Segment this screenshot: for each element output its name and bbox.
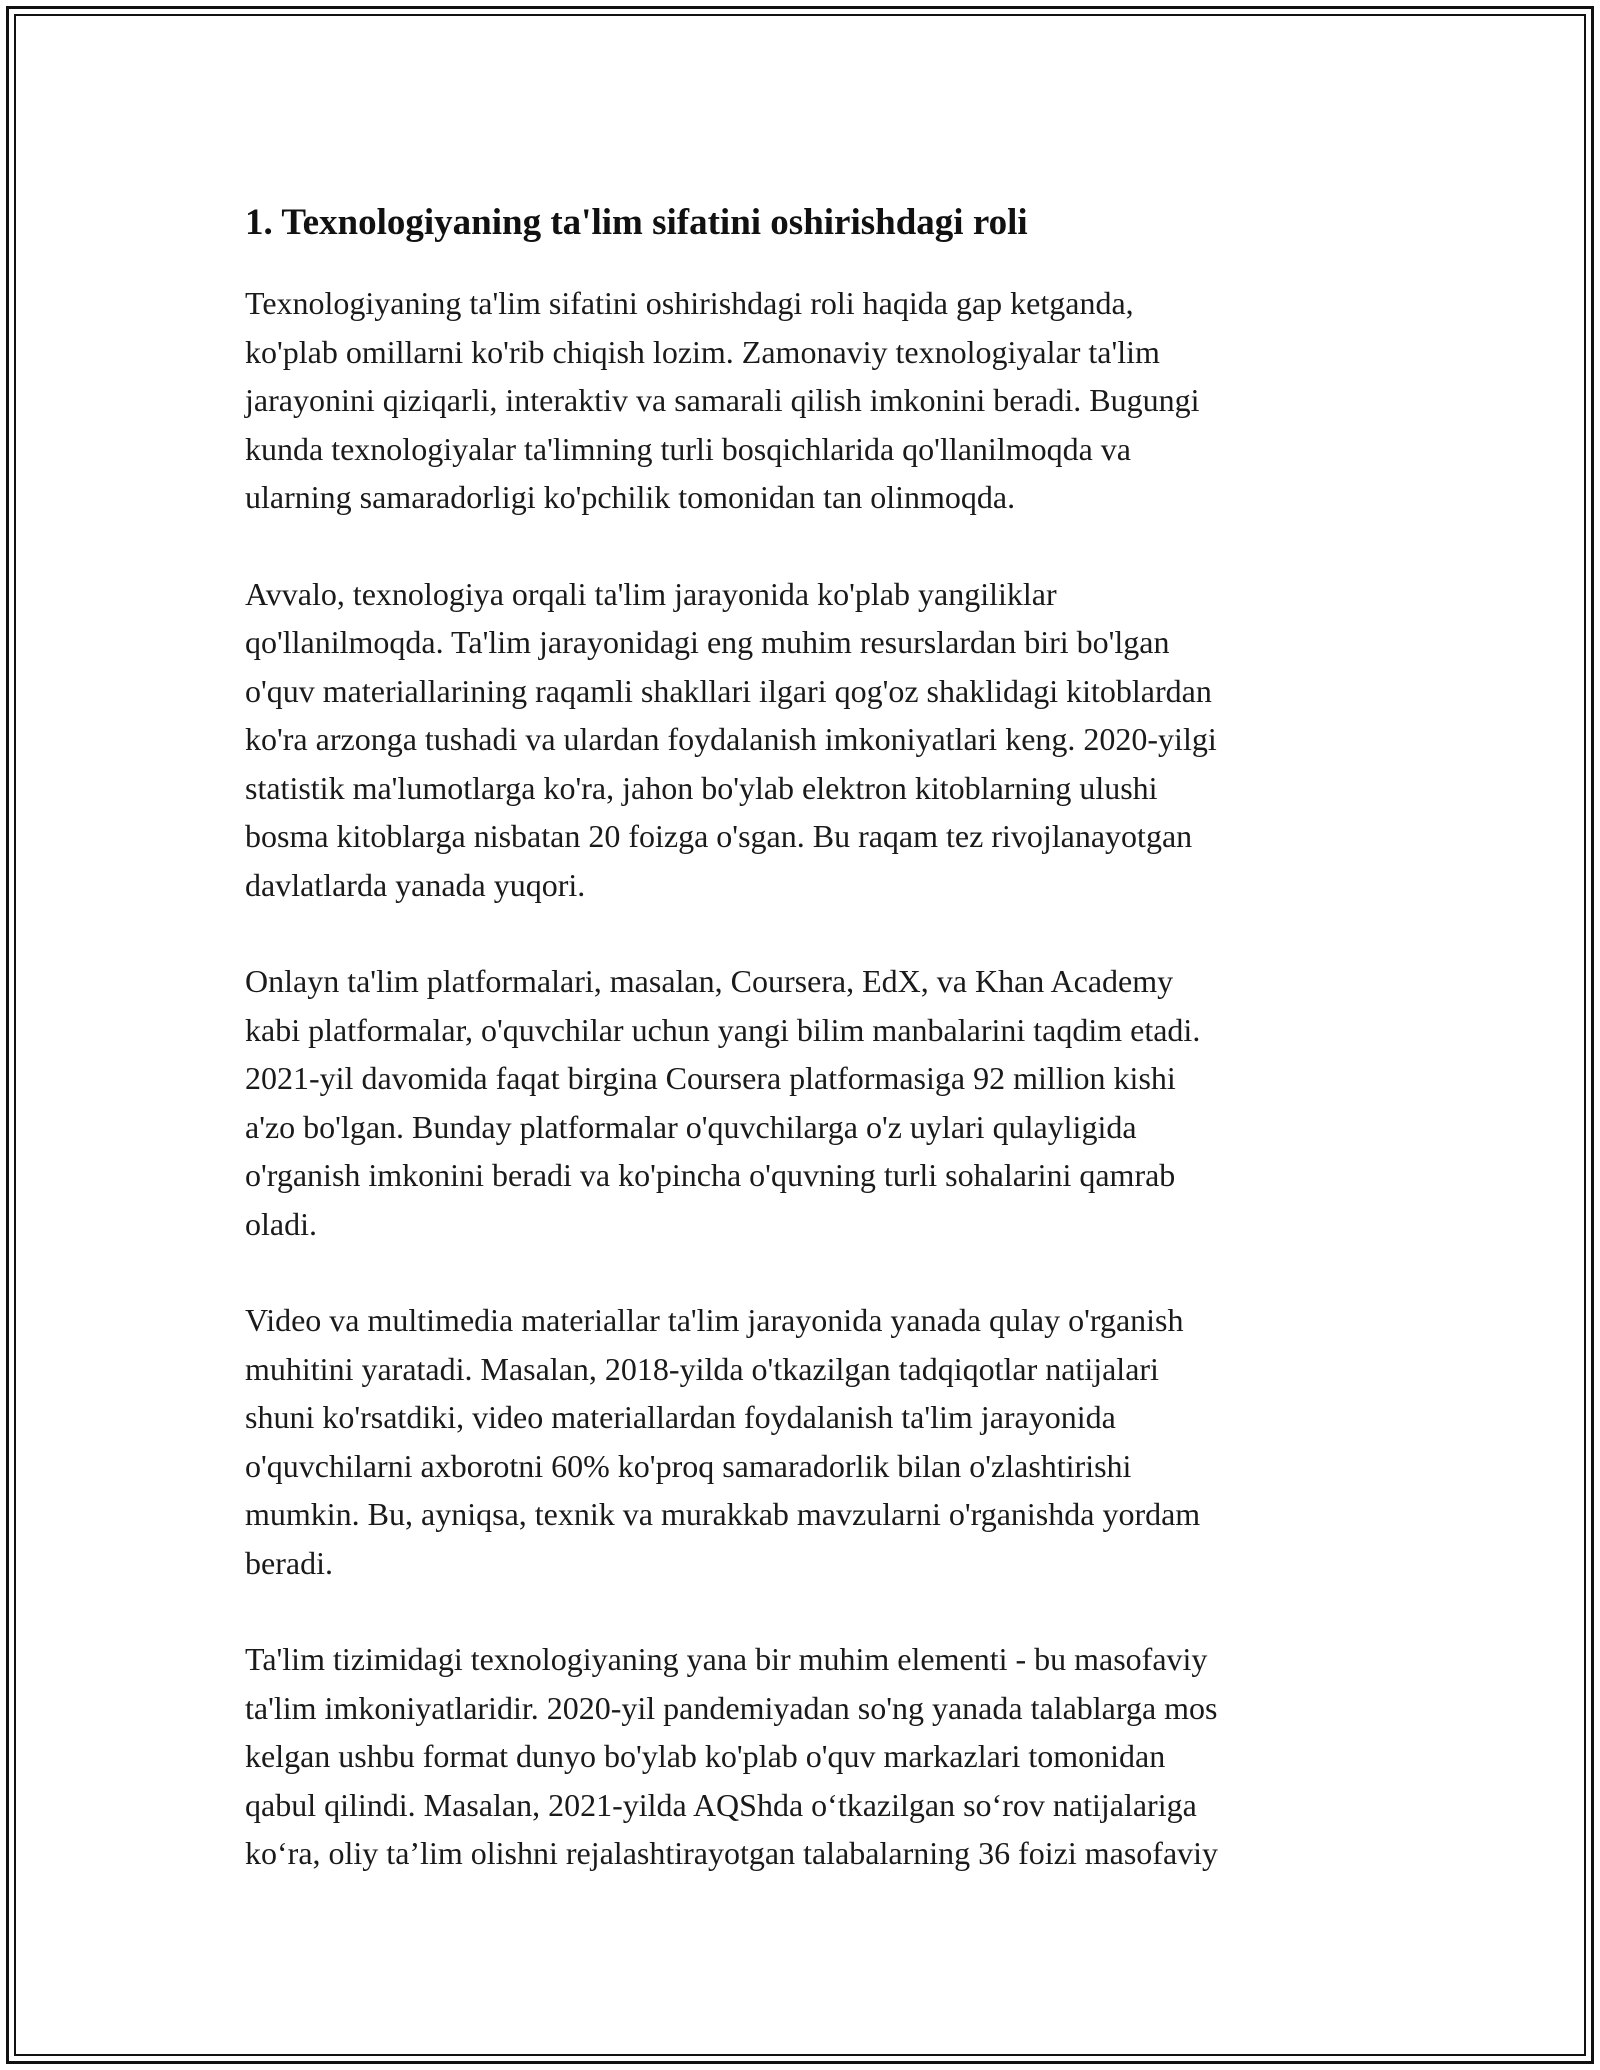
text-line: mumkin. Bu, ayniqsa, texnik va murakkab mavzularni o'rganishda yordam [245,1496,1201,1532]
text-line: ko'plab omillarni ko'rib chiqish lozim. Zamonaviy texnologiyalar ta'lim [245,333,1160,370]
text-line: oladi. [245,1205,317,1242]
text-line: o'quv materiallarining raqamli shakllari ilgari qog'oz shaklidagi kitoblardan [245,672,1212,709]
text-line: beradi. [245,1544,333,1581]
text-line: qabul qilindi. Masalan, 2021-yilda AQShda o‘tkazilgan so‘rov natijalariga [245,1786,1197,1823]
text-line: Video va multimedia materiallar ta'lim jarayonida yanada qulay o'rganish [245,1302,1184,1338]
text-line: Onlayn ta'lim platformalari, masalan, Coursera, EdX, va Khan Academy [245,963,1174,999]
text-line: bosma kitoblarga nisbatan 20 foizga o'sgan. Bu raqam tez rivojlanayotgan [245,818,1193,854]
text-line: shuni ko'rsatdiki, video materiallardan foydalanish ta'lim jarayonida [245,1399,1116,1435]
paragraph-intro [245,279,1375,522]
text-line: Ta'lim tizimidagi texnologiyaning yana bir muhim elementi - bu masofaviy [245,1641,1208,1677]
document-page [6,6,1594,2064]
text-line: statistik ma'lumotlarga ko'ra, jahon bo'ylab elektron kitoblarning ulushi [245,769,1158,806]
text-line: o'rganish imkonini beradi va ko'pincha o'quvning turli sohalarini qamrab [245,1157,1176,1193]
paragraph-digital-materials [245,570,1375,910]
text-line: ta'lim imkoniyatlaridir. 2020-yil pandemiyadan so'ng yanada talablarga mos [245,1689,1218,1726]
paragraph-multimedia [245,1296,1375,1587]
text-line: Avvalo, texnologiya orqali ta'lim jarayonida ko'plab yangiliklar [245,575,1057,612]
text-line: o'quvchilarni axborotni 60% ko'proq samaradorlik bilan o'zlashtirishi [245,1447,1132,1484]
document-content [245,197,1375,1926]
text-line: qo'llanilmoqda. Ta'lim jarayonidagi eng muhim resurslardan biri bo'lgan [245,624,1170,660]
text-line: muhitini yaratadi. Masalan, 2018-yilda o'tkazilgan tadqiqotlar natijalari [245,1350,1159,1387]
section-heading: 1. Texnologiyaning ta'lim sifatini oshirishdagi roli [245,202,1028,243]
paragraph-distance-learning [245,1635,1375,1878]
text-line: davlatlarda yanada yuqori. [245,866,586,903]
text-line: kunda texnologiyalar ta'limning turli bosqichlarida qo'llanilmoqda va [245,430,1131,467]
text-line: ularning samaradorligi ko'pchilik tomonidan tan olinmoqda. [245,479,1016,515]
text-line: ko‘ra, oliy ta’lim olishni rejalashtirayotgan talabalarning 36 foizi masofaviy [245,1835,1219,1871]
text-line: Texnologiyaning ta'lim sifatini oshirishdagi roli haqida gap ketganda, [245,285,1134,321]
text-line: ko'ra arzonga tushadi va ulardan foydalanish imkoniyatlari keng. 2020-yilgi [245,721,1217,757]
text-line: kelgan ushbu format dunyo bo'ylab ko'plab o'quv markazlari tomonidan [245,1738,1166,1774]
paragraph-online-platforms [245,957,1375,1248]
text-line: a'zo bo'lgan. Bunday platformalar o'quvchilarga o'z uylari qulayligida [245,1108,1137,1145]
text-line: 2021-yil davomida faqat birgina Coursera platformasiga 92 million kishi [245,1060,1176,1096]
text-line: jarayonini qiziqarli, interaktiv va samarali qilish imkonini beradi. Bugungi [245,382,1200,418]
text-line: kabi platformalar, o'quvchilar uchun yangi bilim manbalarini taqdim etadi. [245,1011,1201,1048]
